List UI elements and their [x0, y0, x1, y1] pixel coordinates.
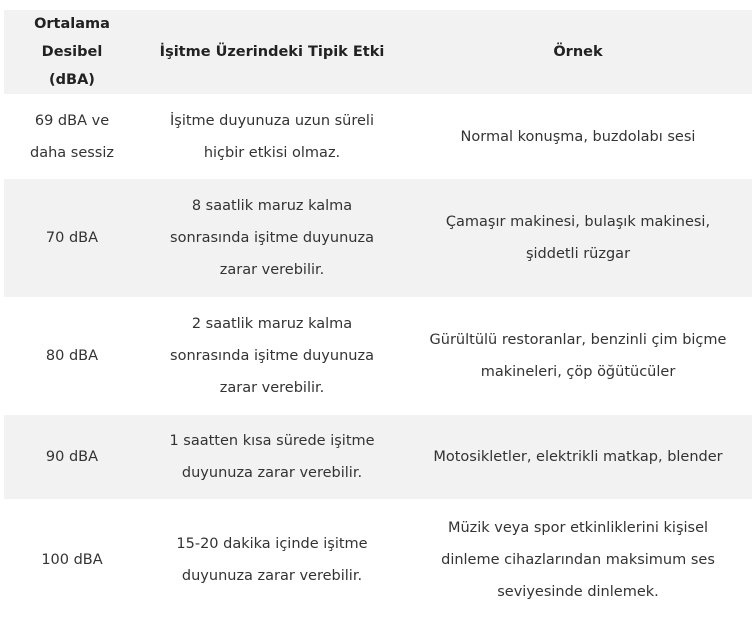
table-row — [4, 179, 752, 297]
header-example: Örnek — [553, 44, 603, 60]
cell-effect: 15-20 dakika içinde işitme duyunuza zarar verebilir. — [176, 536, 368, 584]
cell-example: Motosikletler, elektrikli matkap, blender — [433, 449, 723, 465]
cell-level: 90 dBA — [45, 449, 99, 465]
cell-example: Normal konuşma, buzdolabı sesi — [460, 128, 696, 145]
table-row — [4, 499, 752, 621]
table-row — [4, 297, 752, 415]
decibel-table — [4, 10, 752, 621]
cell-example: Gürültülü restoranlar, benzinli çim biçme makineleri, çöp öğütücüler — [429, 332, 727, 380]
cell-example: Müzik veya spor etkinliklerini kişisel dinleme cihazlarından maksimum ses seviyesinde dinlemek. — [441, 520, 715, 600]
cell-effect: İşitme duyunuza uzun süreli hiçbir etkisi olmaz. — [169, 112, 374, 161]
cell-level: 70 dBA — [45, 230, 99, 246]
table-header-row — [4, 10, 752, 94]
header-effect: İşitme Üzerindeki Tipik Etki — [159, 44, 385, 60]
cell-level: 100 dBA — [41, 552, 103, 568]
header-decibel: Ortalama Desibel (dBA) — [34, 16, 110, 88]
cell-effect: 8 saatlik maruz kalma sonrasında işitme duyunuza zarar verebilir. — [170, 198, 374, 278]
cell-effect: 1 saatten kısa sürede işitme duyunuza zarar verebilir. — [169, 433, 375, 481]
table-row — [4, 94, 752, 179]
table-row — [4, 415, 752, 499]
cell-level: 69 dBA ve daha sessiz — [30, 112, 114, 161]
cell-level: 80 dBA — [45, 348, 99, 364]
decibel-table-container — [4, 10, 752, 621]
cell-example: Çamaşır makinesi, bulaşık makinesi, şiddetli rüzgar — [445, 214, 711, 262]
cell-effect: 2 saatlik maruz kalma sonrasında işitme duyunuza zarar verebilir. — [170, 316, 374, 396]
